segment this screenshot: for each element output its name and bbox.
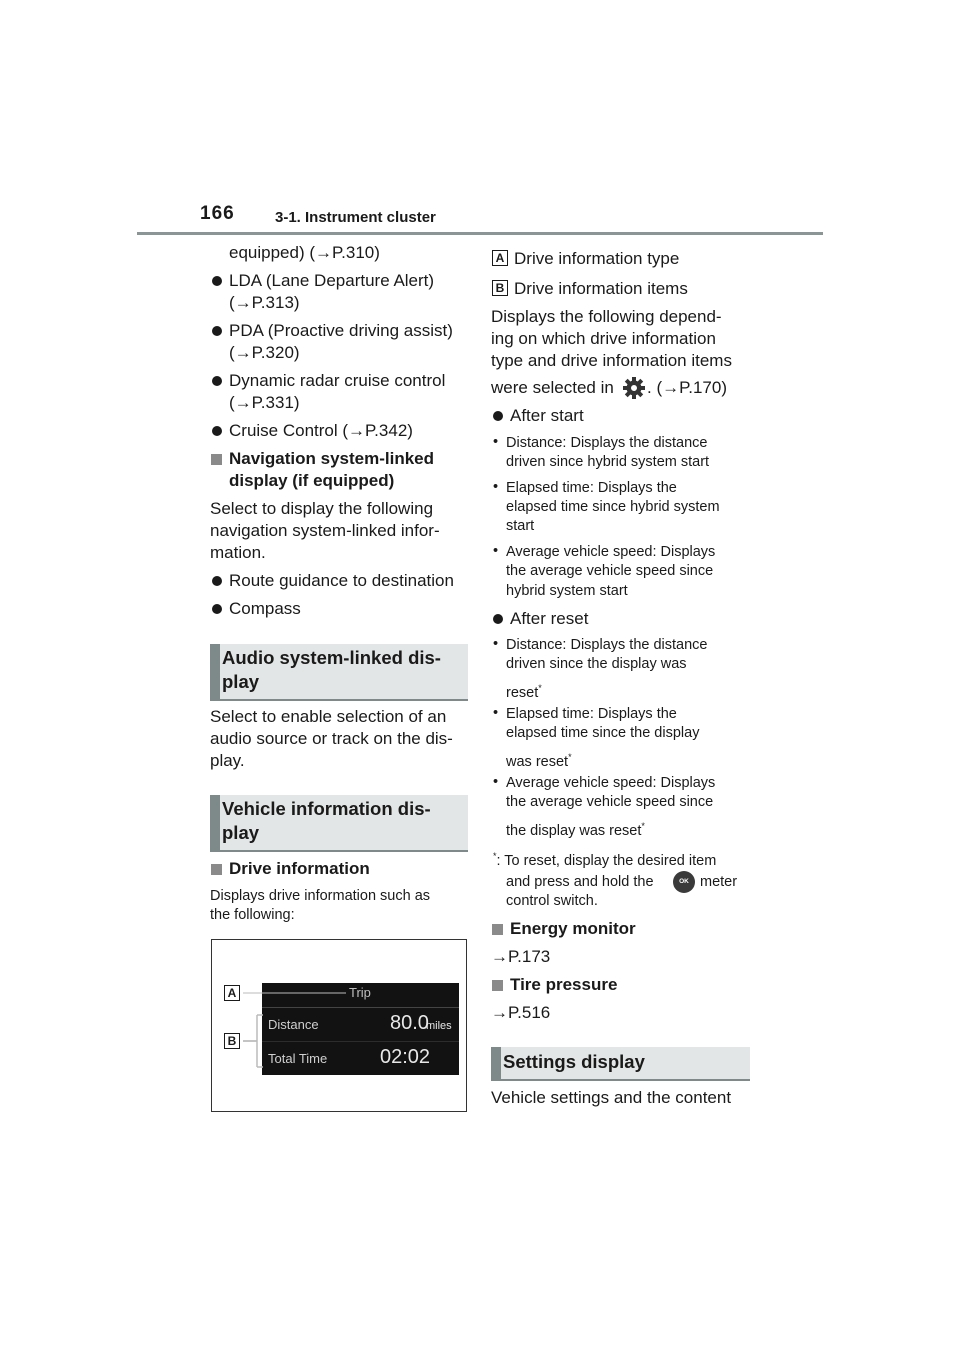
after-reset-speed-l1: Average vehicle speed: Displays — [506, 775, 716, 791]
distance-value: 80.0 — [390, 1012, 429, 1034]
section-title: 3-1. Instrument cluster — [275, 209, 436, 226]
after-reset-elapsed-l3 — [506, 748, 572, 772]
footnote-l2-pre: and press and hold the — [506, 874, 654, 890]
audio-text-l1: Select to enable selection of an — [210, 707, 447, 726]
time-label: Total Time — [268, 1051, 328, 1066]
after-start-distance-l2: driven since hybrid system start — [506, 454, 710, 470]
after-start-heading: After start — [510, 406, 584, 425]
footnote-l2-post: meter — [700, 874, 738, 890]
bullet-pda-l2: (→P.320) — [229, 343, 300, 362]
after-reset-distance-l1: Distance: Displays the distance — [506, 637, 708, 653]
after-reset-elapsed-l2: elapsed time since the display — [506, 725, 700, 741]
dot-icon: • — [493, 636, 499, 652]
tire-ref: →P.516 — [491, 1003, 551, 1022]
after-reset-distance-l3 — [506, 679, 542, 703]
settings-text: Vehicle settings and the content — [491, 1088, 732, 1107]
trip-label: Trip — [349, 985, 371, 1000]
settings-heading-text: Settings display — [503, 1051, 645, 1072]
nav-heading-l2: display (if equipped) — [229, 471, 395, 490]
time-value: 02:02 — [380, 1046, 431, 1068]
after-reset-elapsed-l1: Elapsed time: Displays the — [506, 706, 677, 722]
bullet-icon — [212, 426, 222, 436]
audio-text-l2: audio source or track on the dis- — [210, 729, 453, 748]
tire-heading: Tire pressure — [510, 975, 618, 994]
nav-bullet-compass: Compass — [229, 599, 301, 618]
bullet-lda-l1: LDA (Lane Departure Alert) — [229, 271, 435, 290]
distance-label: Distance — [268, 1017, 319, 1032]
vehicle-heading-l2: play — [222, 822, 260, 843]
asterisk-mark: * — [641, 821, 645, 831]
header-rule — [137, 232, 823, 235]
square-bullet-icon — [211, 864, 222, 875]
page-number: 166 — [200, 203, 235, 224]
callout-label-a: A — [224, 985, 240, 1001]
asterisk-mark: * — [538, 683, 542, 693]
item-a-text: Drive information type — [514, 249, 680, 268]
square-bullet-icon — [492, 980, 503, 991]
footnote-l1 — [493, 847, 716, 871]
nav-bullet-route: Route guidance to destination — [229, 571, 454, 590]
vehicle-heading — [210, 795, 468, 852]
bullet-radar-l2: (→P.331) — [229, 393, 300, 412]
dot-icon: • — [493, 774, 499, 790]
bullet-icon — [212, 326, 222, 336]
drive-heading: Drive information — [229, 859, 370, 878]
after-start-distance-l1: Distance: Displays the distance — [506, 435, 708, 451]
was-reset-text: was reset — [506, 753, 569, 770]
ok-button-icon: OK — [673, 871, 695, 893]
settings-heading — [491, 1047, 750, 1081]
after-reset-distance-l2: driven since the display was — [506, 656, 687, 672]
item-b-text: Drive information items — [514, 279, 688, 298]
para-l4-post: . (→P.170) — [647, 378, 728, 397]
bullet-lda-l2: (→P.313) — [229, 293, 300, 312]
after-start-elapsed-l3: start — [506, 518, 535, 534]
para-l4-pre: were selected in — [491, 378, 614, 397]
continued-line: equipped) (→P.310) — [229, 243, 380, 262]
bullet-icon — [212, 576, 222, 586]
reset-word: reset — [506, 684, 539, 701]
label-a-box: A — [492, 250, 508, 266]
drive-text-l2: the following: — [210, 907, 295, 923]
after-start-elapsed-l2: elapsed time since hybrid system — [506, 499, 720, 515]
square-bullet-icon — [492, 924, 503, 935]
para-l2: ing on which drive information — [491, 329, 716, 348]
nav-text-l2: navigation system-linked infor- — [210, 521, 440, 540]
after-start-speed-l3: hybrid system start — [506, 583, 628, 599]
callout-label-b: B — [224, 1033, 240, 1049]
footnote-l3: control switch. — [506, 893, 598, 909]
dot-icon: • — [493, 479, 499, 495]
para-l3: type and drive information items — [491, 351, 732, 370]
gear-icon — [622, 376, 646, 400]
after-start-speed-l1: Average vehicle speed: Displays — [506, 544, 716, 560]
distance-unit: miles — [426, 1020, 452, 1032]
after-start-elapsed-l1: Elapsed time: Displays the — [506, 480, 677, 496]
drive-text-l1: Displays drive information such as — [210, 888, 431, 904]
after-reset-speed-l3 — [506, 817, 645, 841]
dot-icon: • — [493, 543, 499, 559]
audio-text-l3: play. — [210, 751, 245, 770]
vehicle-heading-l1: Vehicle information dis- — [222, 798, 431, 819]
nav-heading-l1: Navigation system-linked — [229, 449, 435, 468]
asterisk-mark: * — [493, 851, 497, 861]
dot-icon: • — [493, 705, 499, 721]
footnote-text: : To reset, display the desired item — [496, 852, 717, 869]
nav-text-l1: Select to display the following — [210, 499, 434, 518]
energy-ref: →P.173 — [491, 947, 551, 966]
bullet-cruise: Cruise Control (→P.342) — [229, 421, 413, 440]
after-reset-speed-l2: the average vehicle speed since — [506, 794, 714, 810]
bullet-radar-l1: Dynamic radar cruise control — [229, 371, 446, 390]
bullet-icon — [212, 604, 222, 614]
dot-icon: • — [493, 434, 499, 450]
label-b-box: B — [492, 280, 508, 296]
audio-heading-l2: play — [222, 671, 260, 692]
bullet-icon — [212, 376, 222, 386]
square-bullet-icon — [211, 454, 222, 465]
bullet-pda-l1: PDA (Proactive driving assist) — [229, 321, 453, 340]
bullet-icon — [493, 411, 503, 421]
display-reset-text: the display was reset — [506, 822, 642, 839]
para-l1: Displays the following depend- — [491, 307, 722, 326]
bullet-icon — [493, 614, 503, 624]
after-reset-heading: After reset — [510, 609, 589, 628]
audio-heading — [210, 644, 468, 701]
energy-heading: Energy monitor — [510, 919, 636, 938]
callout-lines — [211, 939, 467, 1112]
after-start-speed-l2: the average vehicle speed since — [506, 563, 714, 579]
audio-heading-l1: Audio system-linked dis- — [222, 647, 441, 668]
bullet-icon — [212, 276, 222, 286]
asterisk-mark: * — [568, 752, 572, 762]
nav-text-l3: mation. — [210, 543, 266, 562]
